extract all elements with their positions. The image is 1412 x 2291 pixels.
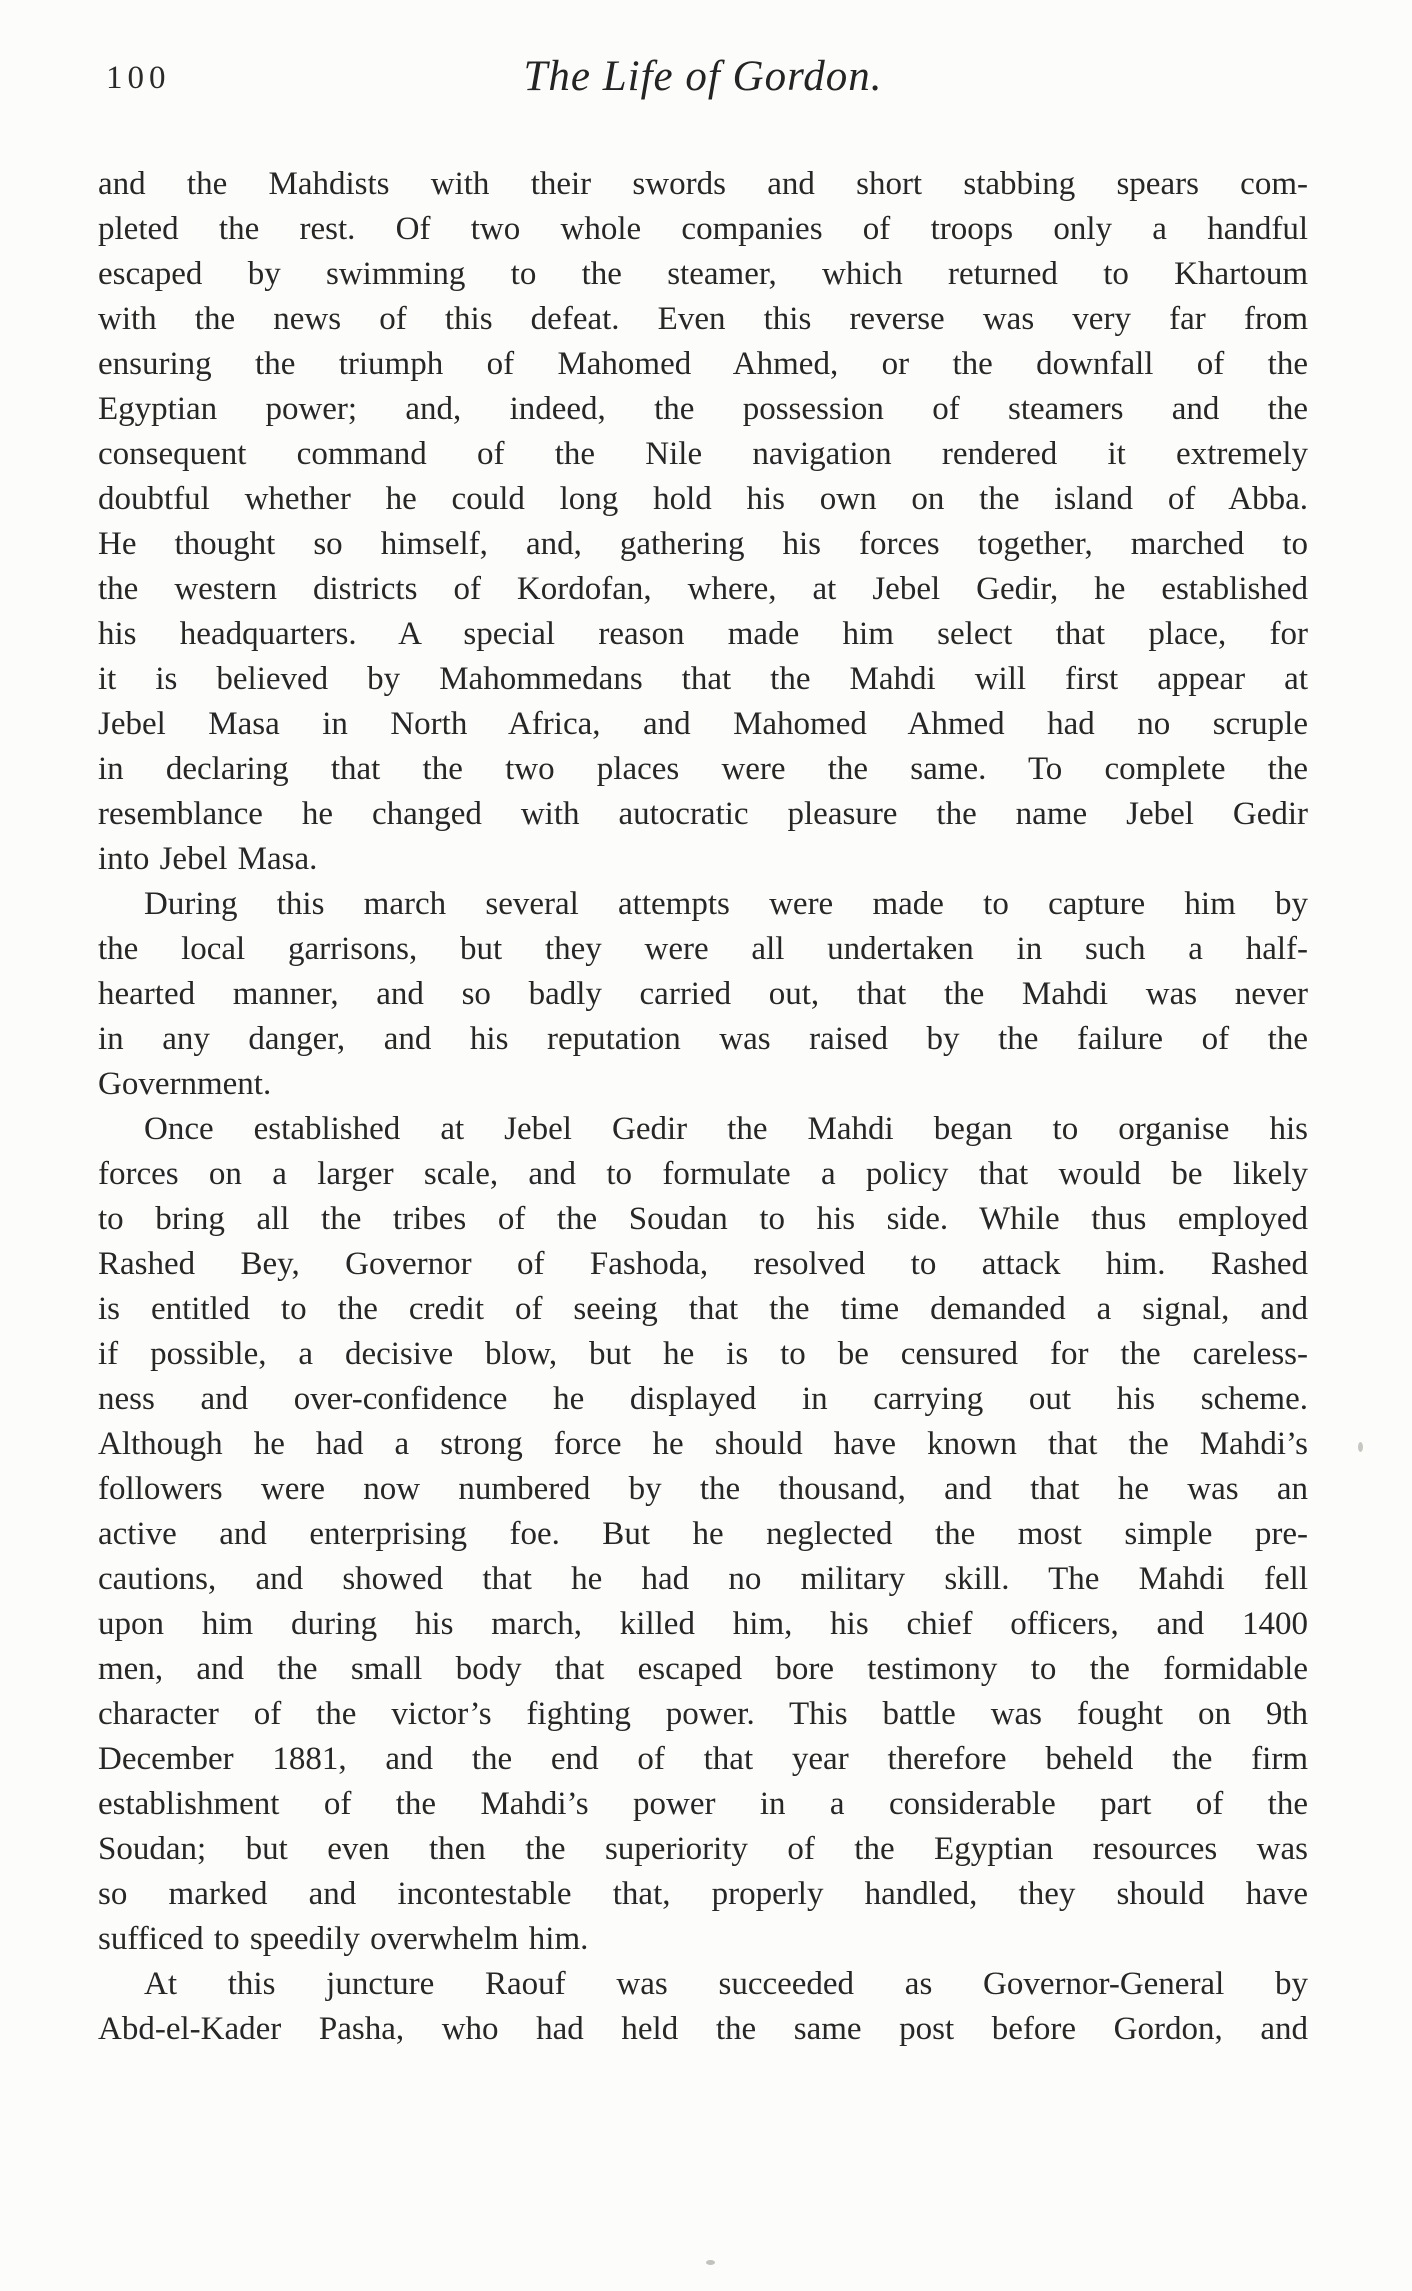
page-header: [98, 52, 1308, 110]
text-line: to bring all the tribes of the Soudan to his side. While thus employed: [98, 1201, 1308, 1237]
text-block: [98, 162, 1308, 2052]
text-line: forces on a larger scale, and to formulate a policy that would be likely: [98, 1156, 1308, 1192]
paragraph: [98, 162, 1308, 882]
text-line: the western districts of Kordofan, where, at Jebel Gedir, he established: [98, 571, 1308, 607]
text-line: At this juncture Raouf was succeeded as Governor-General by: [144, 1966, 1308, 2002]
text-line: in any danger, and his reputation was raised by the failure of the: [98, 1021, 1308, 1057]
text-line: Government.: [98, 1066, 272, 1102]
text-line: it is believed by Mahommedans that the Mahdi will first appear at: [98, 661, 1308, 697]
text-line: and the Mahdists with their swords and short stabbing spears com-: [98, 166, 1308, 202]
paragraph: [98, 1962, 1308, 2052]
text-line: establishment of the Mahdi’s power in a considerable part of the: [98, 1786, 1308, 1822]
text-line: his headquarters. A special reason made him select that place, for: [98, 616, 1308, 652]
scan-speck: [706, 2260, 715, 2265]
text-line: cautions, and showed that he had no military skill. The Mahdi fell: [98, 1561, 1308, 1597]
text-line: with the news of this defeat. Even this reverse was very far from: [98, 301, 1308, 337]
paragraph: [98, 1107, 1308, 1962]
paragraph: [98, 882, 1308, 1107]
text-line: pleted the rest. Of two whole companies of troops only a handful: [98, 211, 1308, 247]
text-line: hearted manner, and so badly carried out, that the Mahdi was never: [98, 976, 1308, 1012]
text-line: in declaring that the two places were the same. To complete the: [98, 751, 1308, 787]
text-line: if possible, a decisive blow, but he is to be censured for the careless-: [98, 1336, 1308, 1372]
text-line: consequent command of the Nile navigation rendered it extremely: [98, 436, 1308, 472]
text-line: the local garrisons, but they were all undertaken in such a half-: [98, 931, 1308, 967]
text-line: During this march several attempts were made to capture him by: [144, 886, 1308, 922]
text-line: escaped by swimming to the steamer, which returned to Khartoum: [98, 256, 1308, 292]
text-line: Rashed Bey, Governor of Fashoda, resolved to attack him. Rashed: [98, 1246, 1308, 1282]
text-line: December 1881, and the end of that year therefore beheld the firm: [98, 1741, 1308, 1777]
scan-speck: [1358, 1442, 1363, 1452]
text-line: Jebel Masa in North Africa, and Mahomed Ahmed had no scruple: [98, 706, 1308, 742]
text-line: Although he had a strong force he should have known that the Mahdi’s: [98, 1426, 1308, 1462]
text-line: is entitled to the credit of seeing that the time demanded a signal, and: [98, 1291, 1308, 1327]
text-line: ness and over-confidence he displayed in carrying out his scheme.: [98, 1381, 1308, 1417]
text-line: character of the victor’s fighting power. This battle was fought on 9th: [98, 1696, 1308, 1732]
text-line: Egyptian power; and, indeed, the possession of steamers and the: [98, 391, 1308, 427]
text-line: followers were now numbered by the thousand, and that he was an: [98, 1471, 1308, 1507]
text-line: Abd-el-Kader Pasha, who had held the same post before Gordon, and: [98, 2011, 1308, 2047]
text-line: active and enterprising foe. But he neglected the most simple pre-: [98, 1516, 1308, 1552]
text-line: sufficed to speedily overwhelm him.: [98, 1921, 589, 1957]
text-line: Soudan; but even then the superiority of the Egyptian resources was: [98, 1831, 1308, 1867]
text-line: men, and the small body that escaped bore testimony to the formidable: [98, 1651, 1308, 1687]
text-line: so marked and incontestable that, properly handled, they should have: [98, 1876, 1308, 1912]
text-line: upon him during his march, killed him, his chief officers, and 1400: [98, 1606, 1308, 1642]
text-line: doubtful whether he could long hold his own on the island of Abba.: [98, 481, 1308, 517]
text-line: into Jebel Masa.: [98, 841, 318, 877]
text-line: He thought so himself, and, gathering his forces together, marched to: [98, 526, 1308, 562]
text-line: resemblance he changed with autocratic pleasure the name Jebel Gedir: [98, 796, 1308, 832]
running-title: The Life of Gordon.: [523, 53, 883, 100]
text-line: ensuring the triumph of Mahomed Ahmed, or the downfall of the: [98, 346, 1308, 382]
page-number: 100: [106, 60, 171, 96]
text-line: Once established at Jebel Gedir the Mahdi began to organise his: [144, 1111, 1308, 1147]
